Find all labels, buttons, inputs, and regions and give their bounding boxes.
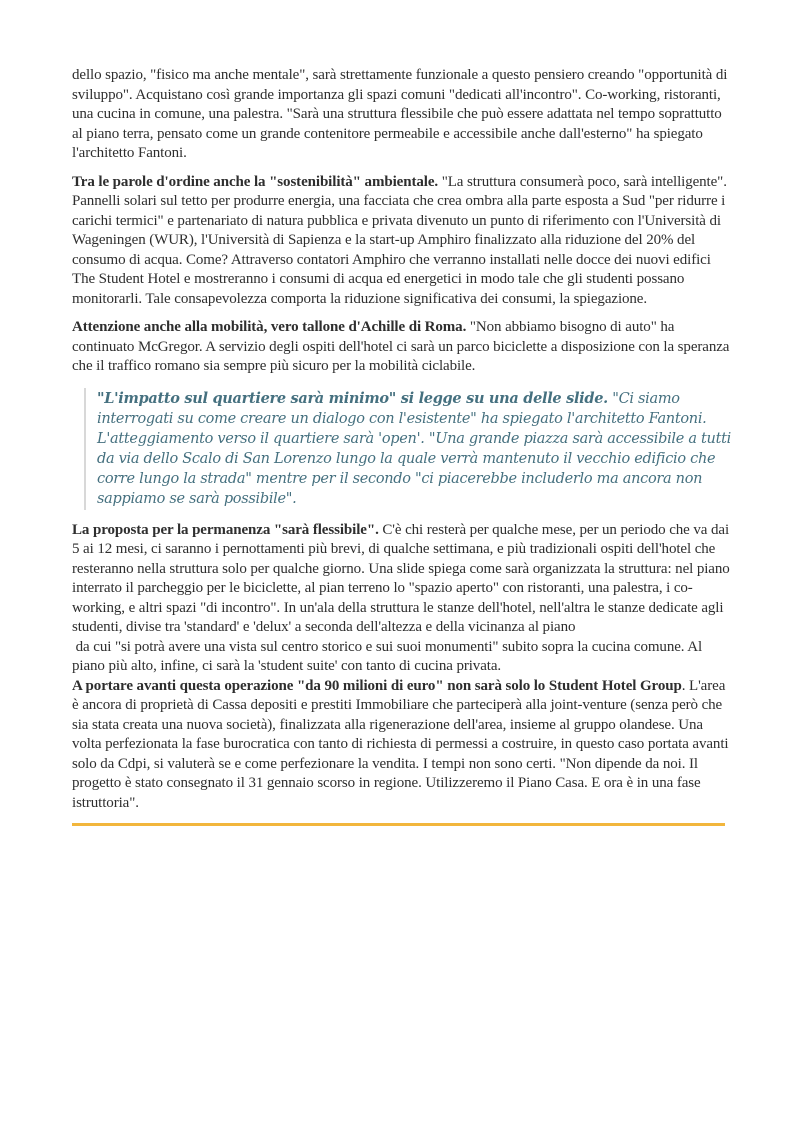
paragraph-lead: Attenzione anche alla mobilità, vero tallone d'Achille di Roma. — [72, 319, 467, 335]
paragraph-lead: La proposta per la permanenza "sarà flessibile". — [72, 521, 379, 538]
pull-quote-text: "Ci siamo interrogati su come creare un dialogo con l'esistente" ha spiegato l'architetto Fantoni. L'atteggiamento verso il quartiere sarà 'open'. "Una grande piazza sarà accessibile a tutti da via dello Scalo di San Lorenzo lungo la quale verrà mantenuto il vecchio edificio che corre lungo la strada" mentre per il secondo "ci piacerebbe includerlo ma ancora non sappiamo se sarà possibile". — [97, 390, 731, 507]
paragraph-lead: Tra le parole d'ordine anche la "sostenibilità" ambientale. — [72, 173, 439, 190]
paragraph-operazione — [72, 677, 734, 814]
pull-quote-lead: "L'impatto sul quartiere sarà minimo" si legge su una delle slide. — [97, 389, 608, 407]
paragraph-intro — [72, 66, 734, 164]
paragraph-sostenibilita — [72, 173, 734, 310]
paragraph-continuation-text: da cui "si potrà avere una vista sul centro storico e sui suoi monumenti" subito sopra la cucina comune. Al piano più alto, infine, ci sarà la 'student suite' con tanto di cucina privata. — [72, 638, 706, 674]
divider-rule — [72, 823, 725, 826]
paragraph-text: dello spazio, "fisico ma anche mentale", sarà strettamente funzionale a questo pensiero creando "opportunità di sviluppo". Acquistano così grande importanza gli spazi comuni "dedicati all'incontro". Co-working, ristoranti, una cucina in comune, una palestra. "Sarà una struttura flessibile che può essere adattata nel tempo soprattutto al piano terra, pensato come un grande contenitore permeabile e accessibile anche dall'esterno" ha spiegato l'architetto Fantoni. — [72, 67, 728, 161]
paragraph-text: . L'area è ancora di proprietà di Cassa depositi e prestiti Immobiliare che parteciperà alla joint-venture (senza però che sia stata creata una nuova società), finalizzata alla rigenerazione dell'area, insieme al gruppo olandese. Una volta perfezionata la fase burocratica con tanto di richiesta di permessi a costruire, in questo caso portata avanti solo da Cdpi, si valuterà se e come perfezionare la vendita. I tempi non sono certi. "Non dipende da noi. Il progetto è stato consegnato il 31 gennaio scorso in regione. Utilizzeremo il Piano Casa. E ora è in una fase istruttoria". — [72, 677, 729, 811]
paragraph-text: "Non abbiamo bisogno di auto" ha continuato McGregor. A servizio degli ospiti dell'hotel ci sarà un parco biciclette a disposizione con la speranza che il traffico romano sia sempre più sicuro per la mobilità ciclabile. — [72, 319, 730, 374]
paragraph-mobilita — [72, 318, 734, 377]
paragraph-permanenza — [72, 521, 734, 677]
paragraph-text: "La struttura consumerà poco, sarà intelligente". Pannelli solari sul tetto per produrre energia, una facciata che crea ombra alla parte esposta a Sud "per ridurre i carichi termici" e partenariato di natura pubblica e privata divenuto un punto di riferimento con l'Università di Wageningen (WUR), l'Università di Sapienza e la start-up Amphiro finalizzato alla riduzione del 20% del consumo di acqua. Come? Attraverso contatori Amphiro che verranno installati nelle docce dei nuovi edifici The Student Hotel e mostreranno i consumi di acqua ed energetici in modo tale che gli studenti possano monitorarli. Tale consapevolezza comporta la riduzione significativa dei consumi, la spiegazione. — [72, 173, 727, 307]
pull-quote — [84, 388, 734, 510]
article-body — [72, 66, 734, 826]
paragraph-text: C'è chi resterà per qualche mese, per un periodo che va dai 5 ai 12 mesi, ci saranno i pernottamenti più brevi, di qualche settimana, e più tradizionali ospiti dell'hotel che resteranno nella struttura solo per qualche giorno. Una slide spiega come sarà organizzata la struttura: nel piano interrato il parcheggio per le biciclette, al pian terreno lo "spazio aperto" con ristoranti, una palestra, i co-working, e altri spazi "di incontro". In un'ala della struttura le stanze dell'hotel, nell'altra le stanze dedicate agli studenti, divise tra 'standard' e 'delux' a seconda dell'altezza e della vicinanza al piano — [72, 521, 730, 635]
paragraph-lead: A portare avanti questa operazione "da 90 milioni di euro" non sarà solo lo Student Hotel Group — [72, 677, 682, 694]
